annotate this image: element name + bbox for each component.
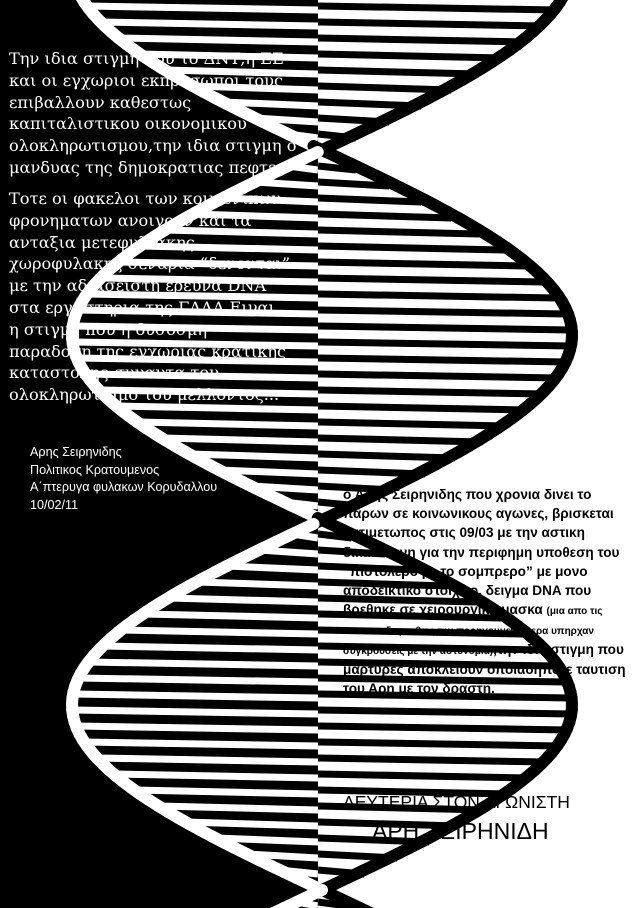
news-paragraph (343, 485, 635, 699)
statement-paragraph-1: Την ιδια στιγμη που το ΔΝΤ,η ΕΕ και οι εγχωριοι εκπροσωποι τους επιβαλλουν καθεστως καπιταλιστικου οικονομικου ολοκληρωτισμου,την ιδια στιγμη ο μανδυας της δημοκρατιας πεφτει. (9, 49, 297, 177)
signature-location: Α΄πτερυγα φυλακων Κορυδαλλου (30, 480, 218, 494)
news-ending: ,την ιδια στιγμη που μαρτυρες αποκλειουν οποιαδηποτε ταυτιση του Αρη με τον δραστη. (343, 642, 626, 697)
news-parenthetical: (μια απο τις εκατονταδες καθως την προηγουμενη μερα υπηρχαν συγκρουσεις με την αστυνομια) (343, 606, 603, 658)
signature-name: Αρης Σειρηνιδης (30, 445, 122, 459)
slogan-line-2: ΑΡΗ ΣΕΙΡΗΝΙΔΗ (372, 818, 549, 844)
news-main-text: ο Αρης Σειρηνιδης που χρονια δινει το παρων σε κοινωνικους αγωνες, βρισκεται αντιμετωπος στις 09/03 με την αστικη δικαιοσυνη για την περιφημη υποθεση του “πιστολερο με το σομπρερο” με μονο αποδεικτικο στοιχειο, δειγμα DNA που βρεθηκε σε χειρουργικη μασκα (343, 487, 620, 618)
signature-status: Πολιτικος Κρατουμενος (30, 462, 160, 477)
statement-paragraph-2: Τοτε οι φακελοι των κοινωνικων φρονηματων ανοιγουν και τα ανταξια μετεφυλιακης χωροφυλακης σεναρια “δενονται” με την αδιασειστη ερευνα DNA στα εργαστηρια της ΓΑΔΑ.Ειναι η στιγμη που η δυσοσμη παραδοση της εγχωριας κρατικης καταστολης συναντα τον ολοκληρωτισμο του μελλοντος... (9, 189, 291, 405)
signature-block (30, 444, 300, 514)
slogan-line-1: ΛΕΥΤΕΡΙΑ ΣΤΟΝ ΑΓΩΝΙΣΤΗ (343, 792, 570, 812)
signature-date: 10/02/11 (30, 497, 79, 512)
